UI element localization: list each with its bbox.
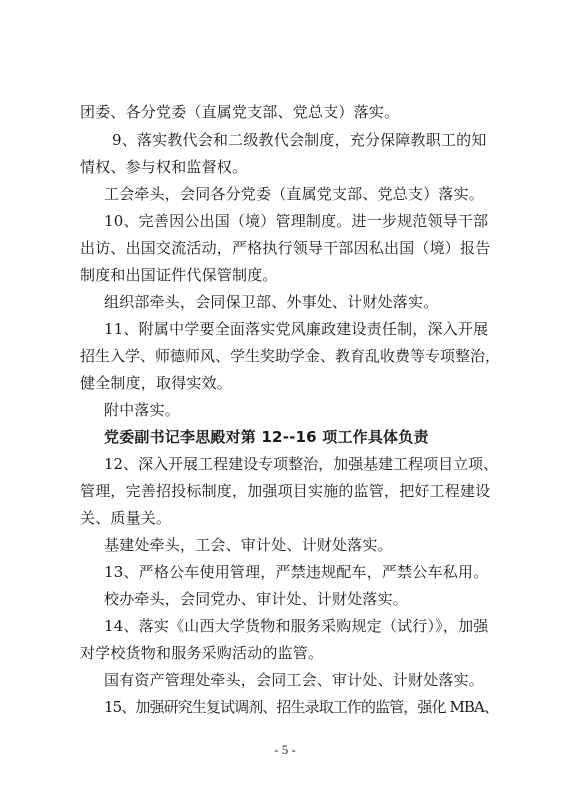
text-line: 情权、参与权和监督权。: [80, 158, 248, 176]
text-line: 9、落实教代会和二级教代会制度，充分保障教职工的知: [112, 131, 487, 149]
text-line: 15、加强研究生复试调剂、招生录取工作的监管，强化 MBA、: [104, 698, 499, 716]
text-line: 出访、出国交流活动，严格执行领导干部因私出国（境）报告: [80, 239, 491, 257]
text-line: 管理，完善招投标制度，加强项目实施的监管，把好工程建设: [80, 482, 491, 500]
text-line: 团委、各分党委（直属党支部、党总支）落实。: [80, 103, 400, 121]
text-line: 国有资产管理处牵头，会同工会、审计处、计财处落实。: [104, 671, 485, 689]
text-line: 附中落实。: [104, 401, 181, 419]
text-line: 关、质量关。: [80, 509, 172, 527]
text-line: 工会牵头，会同各分党委（直属党支部、党总支）落实。: [104, 185, 485, 203]
section-heading: 党委副书记李思殿对第 12--16 项工作具体负责: [104, 428, 429, 446]
text-line: 招生入学、师德师风、学生奖助学金、教育乱收费等专项整治，: [80, 347, 501, 365]
text-line: 13、严格公车使用管理，严禁违规配车，严禁公车私用。: [104, 563, 489, 581]
text-line: 11、附属中学要全面落实党风廉政建设责任制，深入开展: [104, 320, 489, 338]
text-line: 对学校货物和服务采购活动的监管。: [80, 644, 324, 662]
text-line: 校办牵头，会同党办、审计处、计财处落实。: [104, 590, 409, 608]
text-line: 基建处牵头，工会、审计处、计财处落实。: [104, 536, 393, 554]
text-line: 健全制度，取得实效。: [80, 374, 233, 392]
text-line: 12、深入开展工程建设专项整治，加强基建工程项目立项、: [104, 455, 499, 473]
text-line: 10、完善因公出国（境）管理制度。进一步规范领导干部: [104, 212, 489, 230]
text-line: 组织部牵头，会同保卫部、外事处、计财处落实。: [104, 293, 439, 311]
text-line: 14、落实《山西大学货物和服务采购规定（试行）》，加强: [104, 617, 489, 635]
page-number: - 5 -: [274, 742, 296, 757]
text-line: 制度和出国证件代保管制度。: [80, 266, 278, 284]
